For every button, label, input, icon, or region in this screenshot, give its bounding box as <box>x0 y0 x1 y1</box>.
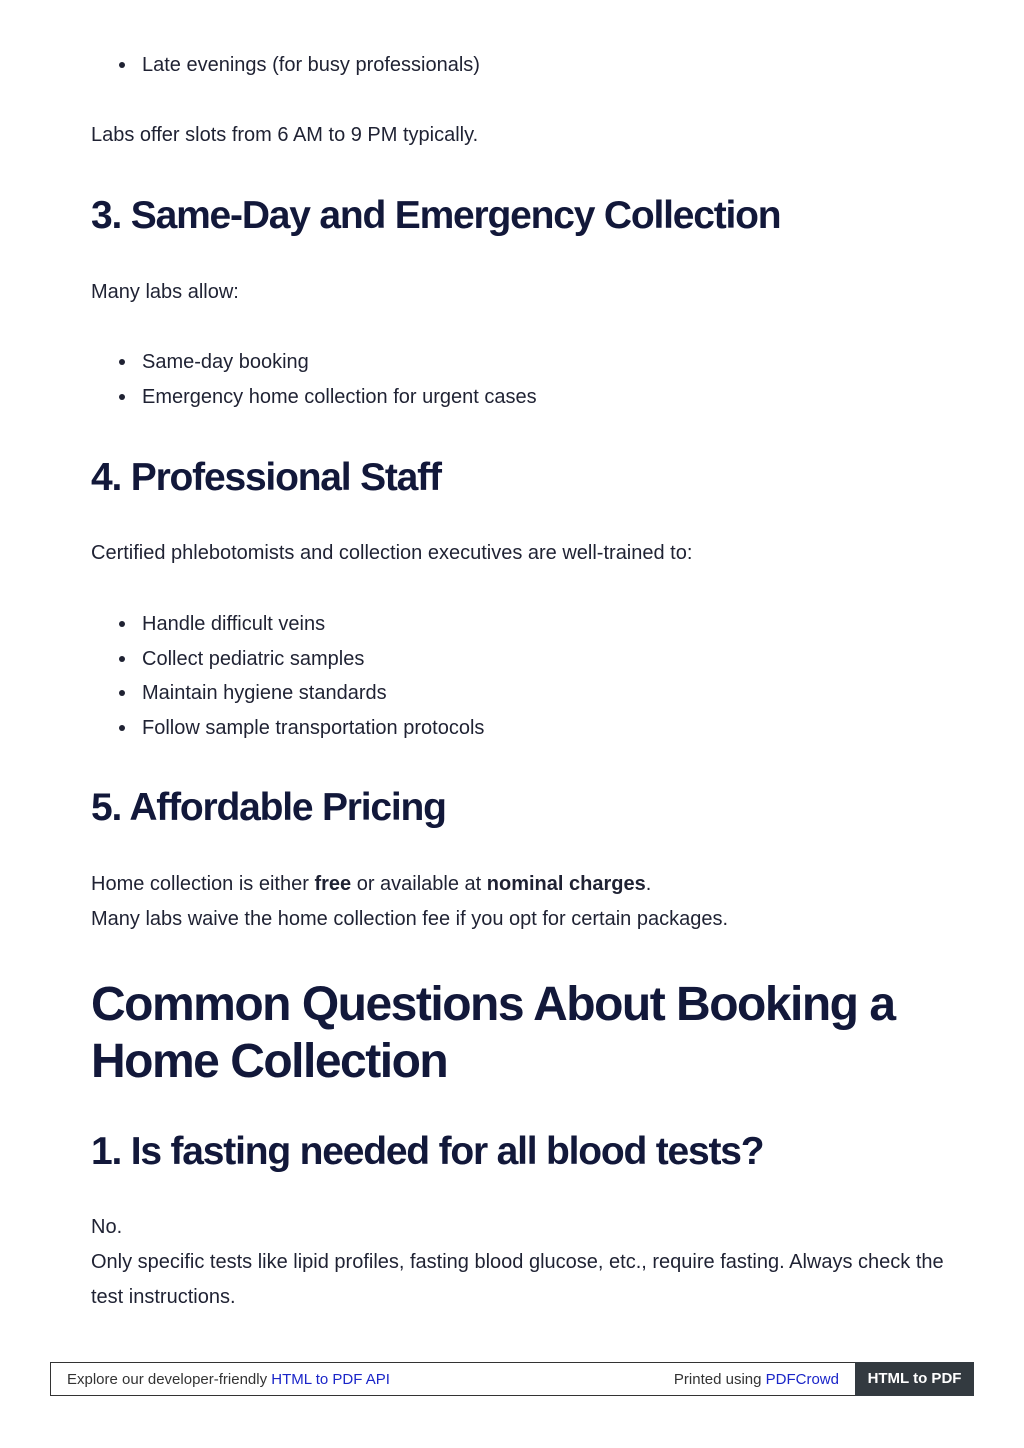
list-item: Same-day booking <box>91 345 951 380</box>
list-item: Maintain hygiene standards <box>91 676 951 711</box>
list-item: Follow sample transportation protocols <box>91 711 951 746</box>
faq-question-1-heading: 1. Is fasting needed for all blood tests? <box>91 1130 764 1173</box>
slots-paragraph: Labs offer slots from 6 AM to 9 PM typically. <box>91 124 479 146</box>
footer-explore-text: Explore our developer-friendly HTML to PDF API <box>67 1371 390 1388</box>
section-4-intro: Certified phlebotomists and collection executives are well-trained to: <box>91 542 693 564</box>
faq-answer-1-short: No. <box>91 1216 123 1238</box>
section-3-intro: Many labs allow: <box>91 281 239 303</box>
footer-printed-text: Printed using PDFCrowd <box>673 1371 839 1388</box>
list-item: Handle difficult veins <box>91 607 951 642</box>
list-item: Collect pediatric samples <box>91 642 951 677</box>
section-4-list <box>91 607 951 746</box>
section-5-heading: 5. Affordable Pricing <box>91 786 446 829</box>
continued-bullet-list <box>91 48 951 83</box>
section-4-heading: 4. Professional Staff <box>91 456 441 499</box>
section-5-paragraph-2: Many labs waive the home collection fee if you opt for certain packages. <box>91 908 729 930</box>
html-to-pdf-api-link[interactable]: HTML to PDF API <box>271 1371 390 1388</box>
nominal-charges-emphasis: nominal charges <box>486 873 646 895</box>
section-3-list <box>91 345 951 414</box>
list-item: Emergency home collection for urgent cases <box>91 380 951 415</box>
section-3-heading: 3. Same-Day and Emergency Collection <box>91 194 781 237</box>
list-item: Late evenings (for busy professionals) <box>91 48 951 83</box>
faq-heading: Common Questions About Booking a Home Collection <box>91 978 895 1088</box>
faq-answer-1-long: Only specific tests like lipid profiles, fasting blood glucose, etc., require fasting. Always check the test instructions. <box>91 1251 944 1308</box>
pdfcrowd-footer-banner <box>50 1362 974 1396</box>
free-emphasis: free <box>314 873 352 895</box>
html-to-pdf-badge[interactable]: HTML to PDF <box>855 1362 974 1396</box>
pdfcrowd-link[interactable]: PDFCrowd <box>765 1371 839 1388</box>
section-5-paragraph-1: Home collection is either free or available at nominal charges. <box>91 873 652 895</box>
